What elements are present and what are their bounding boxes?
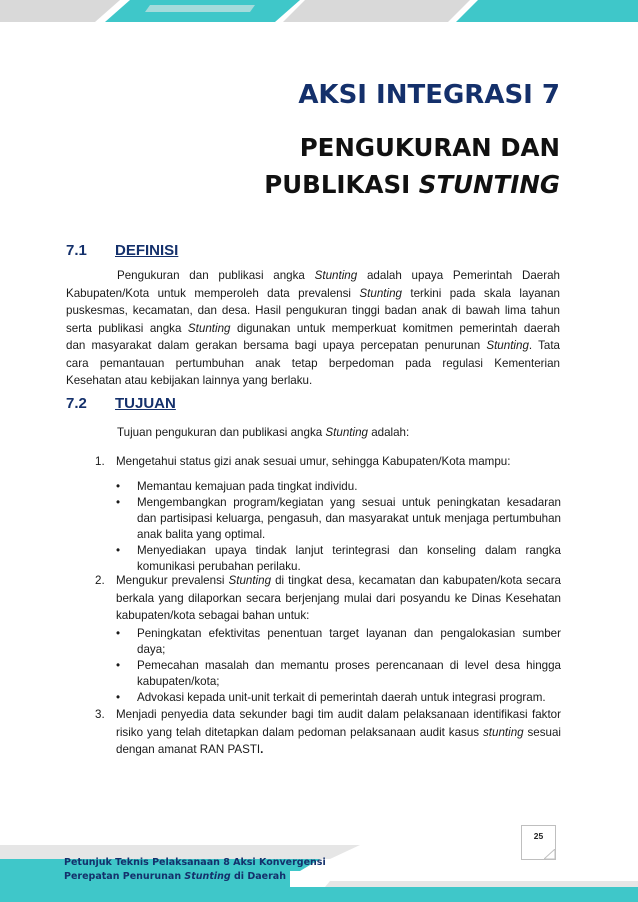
tujuan-intro: Tujuan pengukuran dan publikasi angka Stunting adalah: bbox=[117, 426, 410, 439]
list-item: • Peningkatan efektivitas penentuan target layanan dan pengalokasian sumber daya; bbox=[116, 627, 561, 656]
list-item: • Menyediakan upaya tindak lanjut terintegrasi dan konseling dalam rangka komunikasi perubahan perilaku. bbox=[116, 544, 561, 573]
bullet-list-2 bbox=[116, 626, 561, 706]
list-item-2: 2. Mengukur prevalensi Stunting di tingkat desa, kecamatan dan kabupaten/kota secara berkala yang dilaporkan secara berjenjang mulai dari posyandu ke Dinas Kesehatan kabupaten/kota sebagai bahan untuk: bbox=[95, 574, 562, 622]
list-item-3: 3. Menjadi penyedia data sekunder bagi tim audit dalam pelaksanaan identifikasi faktor risiko yang telah ditetapkan dalam pedoman pelaksanaan audit kasus stunting sesuai dengan amanat RAN PASTI. bbox=[95, 708, 561, 756]
bullet-list-1 bbox=[116, 479, 561, 575]
footer-line1: Petunjuk Teknis Pelaksanaan 8 Aksi Konvergensi bbox=[64, 857, 326, 868]
list-item: • Pemecahan masalah dan memantu proses perencanaan di level desa hingga kabupaten/kota; bbox=[116, 659, 561, 688]
list-item: • Mengembangkan program/kegiatan yang sesuai untuk peningkatan kesadaran dan partisipasi keluarga, pengasuh, dan masyarakat untuk menjaga pertumbuhan anak balita yang optimal. bbox=[116, 496, 561, 541]
page-number: 25 bbox=[521, 825, 556, 860]
bottom-banner-decoration bbox=[0, 835, 638, 902]
list-item: • Memantau kemajuan pada tingkat individu. bbox=[116, 480, 358, 493]
chapter-title: AKSI INTEGRASI 7 bbox=[298, 80, 560, 110]
list-item: • Advokasi kepada unit-unit terkait di pemerintah daerah untuk integrasi program. bbox=[116, 691, 546, 704]
section-heading-tujuan: 7.2 TUJUAN bbox=[66, 395, 176, 412]
chapter-subtitle-line1: PENGUKURAN DAN bbox=[299, 133, 560, 162]
section-heading-definisi: 7.1 DEFINISI bbox=[66, 242, 179, 259]
chapter-subtitle-line2: PUBLIKASI STUNTING bbox=[264, 170, 560, 199]
definition-paragraph: Pengukuran dan publikasi angka Stunting adalah upaya Pemerintah Daerah Kabupaten/Kota untuk memperoleh data prevalensi Stunting terkini pada skala layanan puskesmas, kecamatan, dan desa. Hasil pengukuran tinggi badan anak di bawah lima tahun serta publikasi angka Stunting digunakan untuk memperkuat komitmen pemerintah daerah dan masyarakat dalam gerakan bersama bagi upaya percepatan penurunan Stunting. Tata cara pemantauan pertumbuhan anak tetap berpedoman pada regulasi Kementerian Kesehatan atau kebijakan lainnya yang berlaku. bbox=[66, 269, 560, 387]
list-item-1: 1. Mengetahui status gizi anak sesuai umur, sehingga Kabupaten/Kota mampu: bbox=[95, 455, 511, 468]
top-banner-decoration bbox=[0, 0, 638, 30]
footer-line2: Perepatan Penurunan Stunting di Daerah bbox=[64, 871, 286, 882]
